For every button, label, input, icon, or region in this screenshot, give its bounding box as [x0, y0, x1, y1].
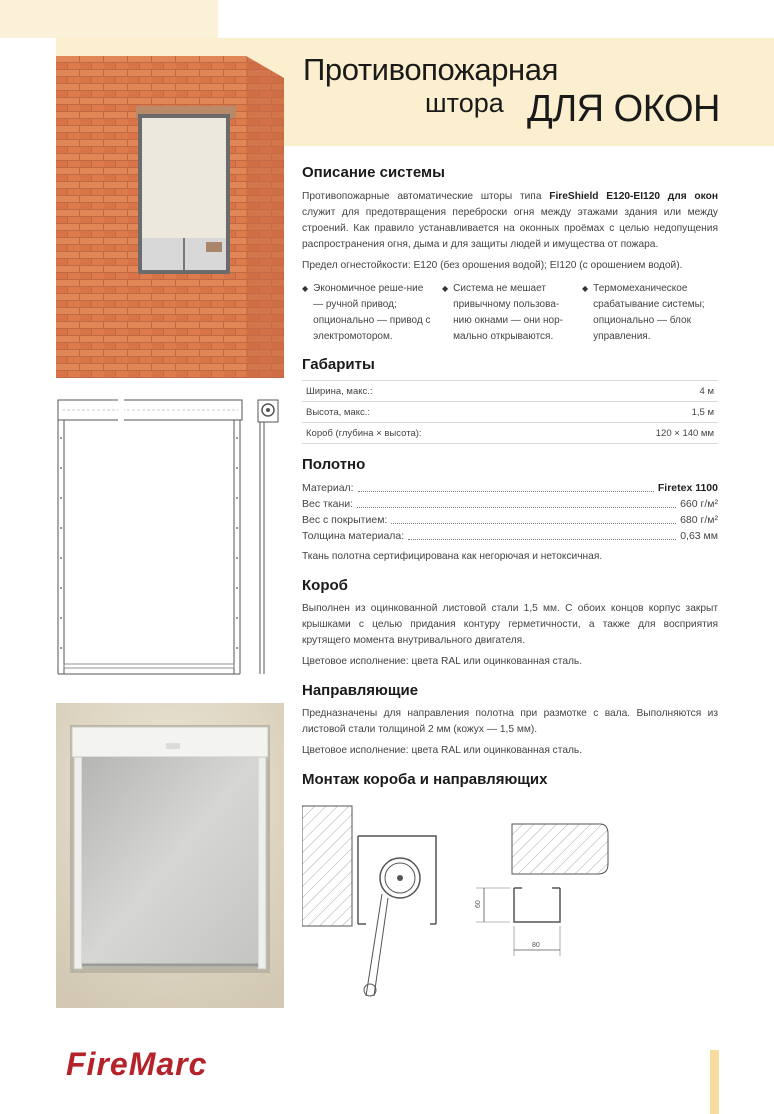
fabric-spec-value: 680 г/м² — [680, 514, 718, 526]
page-title-big: ДЛЯ ОКОН — [527, 88, 720, 130]
dimension-label: Короб (глубина × высота): — [302, 423, 573, 444]
diamond-icon: ◆ — [442, 284, 449, 293]
fabric-spec-row — [302, 480, 718, 496]
description-para1 — [302, 189, 718, 253]
feature-bullets — [302, 281, 722, 345]
guides-para2: Цветовое исполнение: цвета RAL или оцинкованная сталь. — [302, 745, 583, 756]
fabric-note: Ткань полотна сертифицирована как негорючая и нетоксичная. — [302, 551, 603, 562]
feature-bullet — [442, 281, 572, 345]
fabric-spec-value: Firetex 1100 — [657, 482, 718, 494]
dimension-label: Высота, макс.: — [302, 402, 573, 423]
dotted-leader — [391, 512, 676, 524]
guide-mounting-drawing — [470, 820, 620, 960]
feature-bullet — [582, 281, 712, 345]
fabric-spec-label: Вес ткани: — [302, 498, 354, 510]
page-accent-strip — [710, 1050, 719, 1114]
description-brand: FireShield E120-EI120 для окон — [549, 191, 718, 202]
installed-curtain-photo — [56, 703, 284, 1008]
dimension-value: 4 м — [573, 381, 718, 402]
dimension-height-label: 60 — [475, 900, 482, 908]
dimensions-table — [302, 380, 718, 444]
table-row — [302, 381, 718, 402]
fabric-spec-row — [302, 528, 718, 544]
dimension-width-label: 80 — [532, 942, 540, 949]
guides-para1: Предназначены для направления полотна при размотке с вала. Выполняются из листовой стали толщиной 2 мм (кожух — 1,5 мм). — [302, 708, 718, 735]
fabric-heading: Полотно — [302, 456, 366, 473]
fabric-spec-label: Вес с покрытием: — [302, 514, 388, 526]
feature-bullet-text: Система не мешает привычному пользова-нию окнами — они нор-мально открываются. — [453, 283, 564, 342]
table-row — [302, 423, 718, 444]
dimensions-heading: Габариты — [302, 356, 375, 373]
feature-bullet — [302, 281, 432, 345]
dotted-leader — [408, 528, 676, 540]
fabric-spec-value: 660 г/м² — [680, 498, 718, 510]
box-mounting-drawing — [302, 796, 446, 1006]
install-heading: Монтаж короба и направляющих — [302, 771, 548, 788]
box-para2: Цветовое исполнение: цвета RAL или оцинкованная сталь. — [302, 656, 583, 667]
guides-heading: Направляющие — [302, 682, 419, 699]
page-title-line1: Противопожарная — [303, 52, 559, 87]
dotted-leader — [357, 496, 676, 508]
dimension-value: 1,5 м — [573, 402, 718, 423]
box-para1: Выполнен из оцинкованной листовой стали 1,5 мм. С обоих концов корпус закрыт крышками с целью придания контуру герметичности, а также для восприятия крутящего момента внутривального двигателя. — [302, 603, 718, 646]
fabric-spec-label: Толщина материала: — [302, 530, 405, 542]
description-heading: Описание системы — [302, 164, 445, 181]
table-row — [302, 402, 718, 423]
fabric-spec-row — [302, 496, 718, 512]
dimension-label: Ширина, макс.: — [302, 381, 573, 402]
fabric-spec-label: Материал: — [302, 482, 354, 494]
description-para1-rest: служит для предотвращения переброски огня между этажами здания или между строений. Как правило устанавливается на оконных проёмах с целью недопущения распространения огня, дыма и для защиты людей и имущества от пожара. — [302, 207, 718, 250]
box-heading: Короб — [302, 577, 348, 594]
description-para1-prefix: Противопожарные автоматические шторы типа — [302, 191, 542, 202]
fabric-spec-value: 0,63 мм — [680, 530, 718, 542]
description-para2: Предел огнестойкости: E120 (без орошения водой); EI120 (с орошением водой). — [302, 260, 683, 271]
feature-bullet-text: Экономичное реше-ние — ручной привод; опционально — привод с электромотором. — [313, 283, 431, 342]
dotted-leader — [358, 480, 654, 492]
firemarc-logo: FireMarc — [66, 1046, 208, 1082]
corner-band — [0, 0, 218, 38]
page-title-small: штора — [425, 88, 504, 118]
technical-drawing — [56, 398, 284, 680]
dimension-value: 120 × 140 мм — [573, 423, 718, 444]
feature-bullet-text: Термомеханическое срабатывание системы; опционально — блок управления. — [593, 283, 705, 342]
diamond-icon: ◆ — [582, 284, 589, 293]
diamond-icon: ◆ — [302, 284, 309, 293]
brick-wall-illustration — [56, 56, 284, 378]
fabric-spec-row — [302, 512, 718, 528]
